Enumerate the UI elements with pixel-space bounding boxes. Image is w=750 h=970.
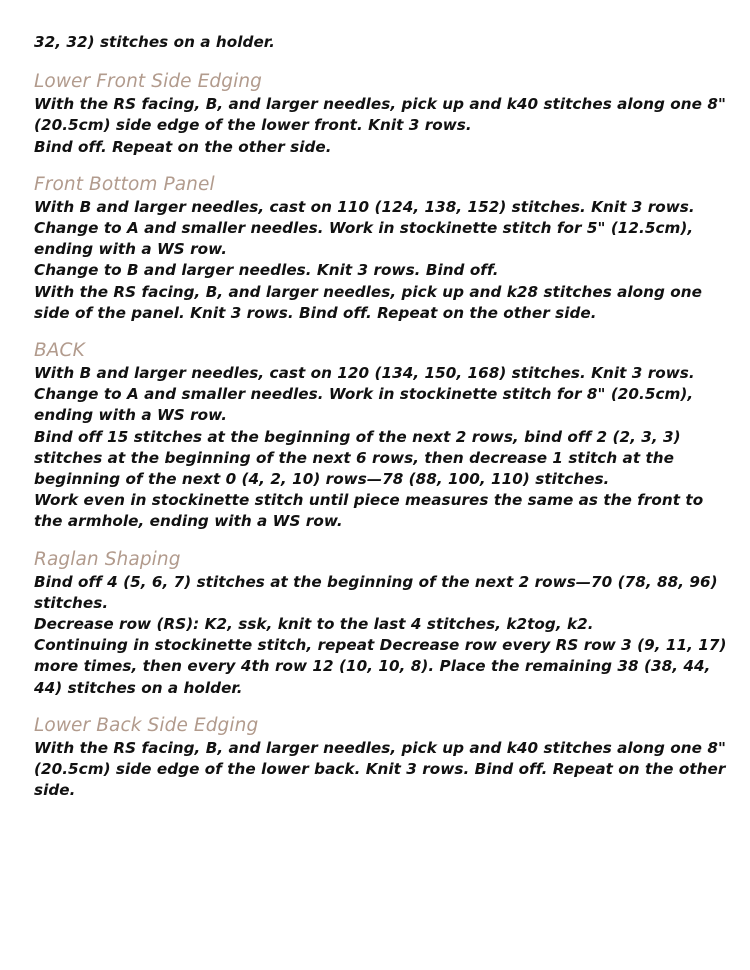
body-line: Bind off 15 stitches at the beginning of the next 2 rows, bind off 2 (2, 3, 3): [34, 427, 681, 446]
body-line: ending with a WS row.: [34, 240, 228, 259]
body-line: Continuing in stockinette stitch, repeat Decrease row every RS row 3 (9, 11, 17): [34, 636, 727, 655]
body-line: 32, 32) stitches on a holder.: [34, 33, 275, 51]
section-heading: Lower Front Side Edging: [34, 71, 263, 93]
body-line: With the RS facing, B, and larger needles, pick up and k40 stitches along one 8": [34, 738, 726, 757]
body-line: With B and larger needles, cast on 120 (134, 150, 168) stitches. Knit 3 rows.: [34, 364, 695, 383]
section-front-bottom-panel: [34, 173, 734, 324]
body-line: side.: [34, 781, 76, 800]
body-line: (20.5cm) side edge of the lower front. Knit 3 rows.: [34, 116, 472, 135]
section-lower-back-side-edging: [34, 714, 734, 802]
body-line: With the RS facing, B, and larger needles, pick up and k28 stitches along one: [34, 282, 702, 301]
section-heading: BACK: [34, 340, 85, 362]
body-line: more times, then every 4th row 12 (10, 10, 8). Place the remaining 38 (38, 44,: [34, 657, 711, 676]
section-raglan-shaping: [34, 548, 734, 699]
body-line: (20.5cm) side edge of the lower back. Knit 3 rows. Bind off. Repeat on the other: [34, 760, 726, 779]
body-line: With the RS facing, B, and larger needles, pick up and k40 stitches along one 8": [34, 95, 726, 114]
body-line: Work even in stockinette stitch until piece measures the same as the front to: [34, 491, 704, 510]
body-line: the armhole, ending with a WS row.: [34, 512, 343, 531]
section-heading: Front Bottom Panel: [34, 173, 215, 195]
body-line: Decrease row (RS): K2, ssk, knit to the last 4 stitches, k2tog, k2.: [34, 615, 594, 634]
body-line: Change to A and smaller needles. Work in stockinette stitch for 5" (12.5cm),: [34, 219, 694, 238]
body-line: Change to B and larger needles. Knit 3 rows. Bind off.: [34, 261, 499, 280]
body-line: beginning of the next 0 (4, 2, 10) rows—78 (88, 100, 110) stitches.: [34, 470, 610, 489]
pattern-page: [34, 32, 734, 801]
body-line: stitches at the beginning of the next 6 rows, then decrease 1 stitch at the: [34, 448, 675, 467]
body-line: With B and larger needles, cast on 110 (124, 138, 152) stitches. Knit 3 rows.: [34, 197, 695, 216]
body-line: ending with a WS row.: [34, 406, 228, 425]
section-heading: Raglan Shaping: [34, 548, 181, 570]
section-lower-front-side-edging: [34, 70, 734, 158]
body-line: Bind off. Repeat on the other side.: [34, 137, 332, 156]
body-line: stitches.: [34, 593, 109, 612]
body-line: 44) stitches on a holder.: [34, 678, 243, 697]
intro-section: [34, 32, 734, 53]
body-line: side of the panel. Knit 3 rows. Bind off. Repeat on the other side.: [34, 303, 597, 322]
body-line: Change to A and smaller needles. Work in stockinette stitch for 8" (20.5cm),: [34, 385, 694, 404]
section-heading: Lower Back Side Edging: [34, 714, 259, 736]
section-back: [34, 339, 734, 533]
body-line: Bind off 4 (5, 6, 7) stitches at the beginning of the next 2 rows—70 (78, 88, 96): [34, 572, 718, 591]
